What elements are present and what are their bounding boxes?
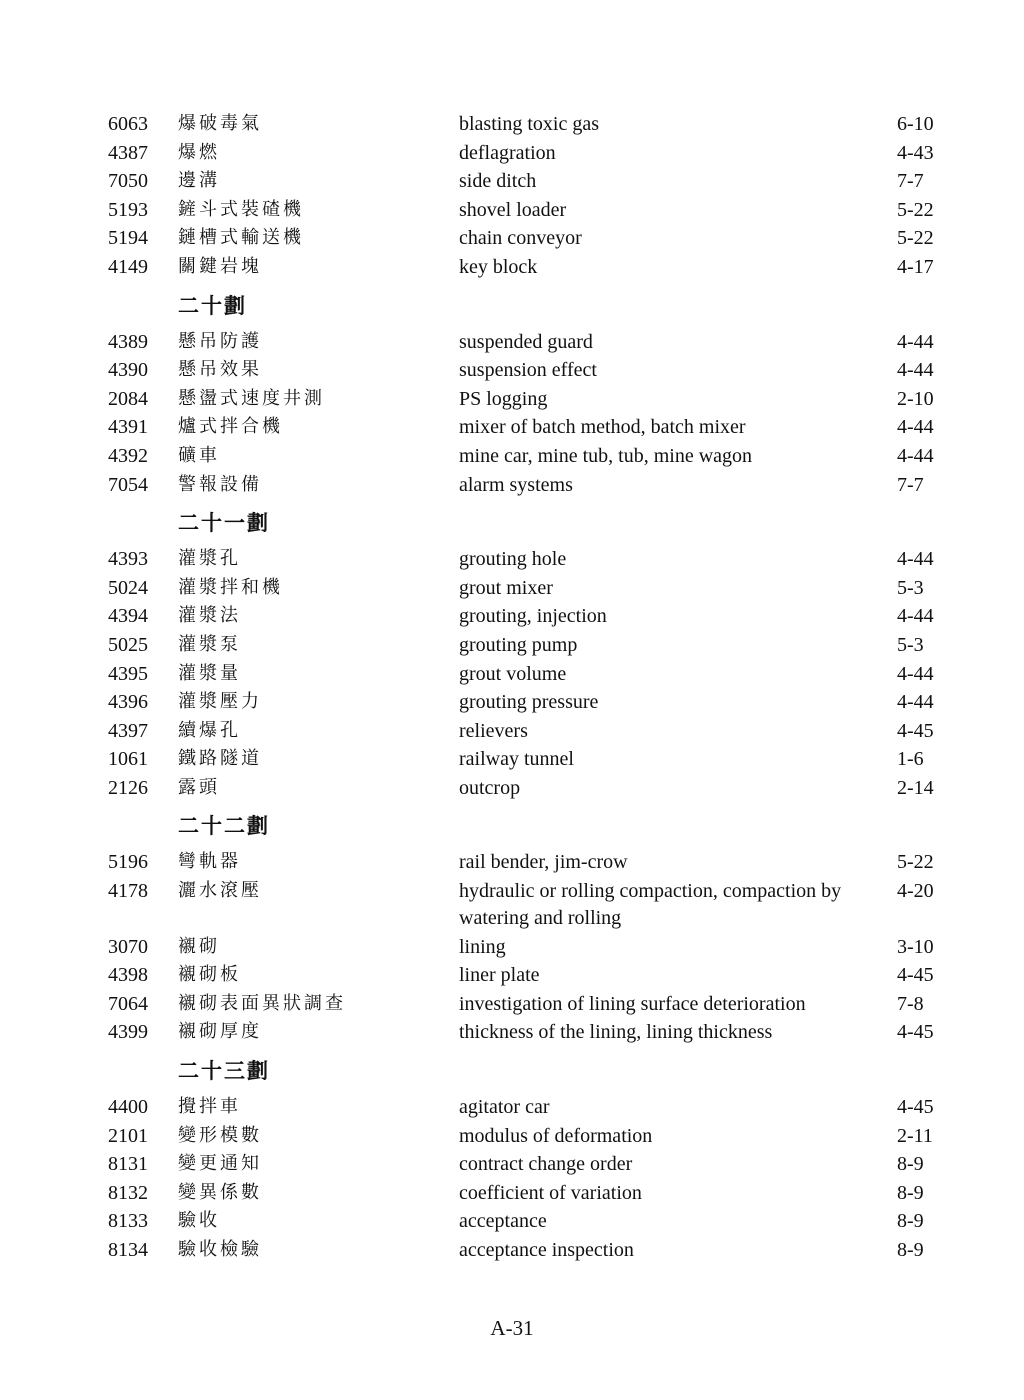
entry-number: 4397	[108, 719, 148, 742]
chinese-term: 襯砌板	[178, 964, 241, 986]
entry-number: 3070	[108, 935, 148, 958]
chinese-term: 警報設備	[178, 473, 262, 495]
entry-number: 4149	[108, 255, 148, 278]
entry-number: 8131	[108, 1153, 148, 1176]
page-reference: 8-9	[897, 1181, 924, 1204]
entry-number: 4396	[108, 691, 148, 714]
entry-number: 8132	[108, 1181, 148, 1204]
glossary-entry	[0, 413, 1024, 442]
page-reference: 2-10	[897, 387, 934, 410]
entry-number: 2126	[108, 776, 148, 799]
english-term: modulus of deformation	[459, 1124, 653, 1147]
glossary-entry	[0, 1207, 1024, 1236]
chinese-term: 驗收檢驗	[178, 1239, 262, 1260]
glossary-entry	[0, 471, 1024, 500]
glossary-entry	[0, 1122, 1024, 1151]
entry-number: 4387	[108, 141, 148, 164]
chinese-term: 鏟斗式裝碴機	[178, 198, 304, 220]
glossary-entry	[0, 110, 1024, 139]
page-reference: 4-44	[897, 330, 934, 353]
entry-number: 2084	[108, 387, 148, 410]
page-reference: 4-45	[897, 719, 934, 742]
glossary-entry	[0, 139, 1024, 168]
page-reference: 4-44	[897, 359, 934, 382]
english-term: deflagration	[459, 141, 556, 164]
page-reference: 4-45	[897, 964, 934, 987]
chinese-term: 灌漿壓力	[178, 691, 262, 713]
english-term: chain conveyor	[459, 227, 582, 250]
page-reference: 4-44	[897, 662, 934, 685]
glossary-entry	[0, 961, 1024, 990]
entry-number: 5196	[108, 851, 148, 874]
chinese-term: 驗收	[178, 1210, 220, 1232]
english-term: grout mixer	[459, 576, 553, 599]
page-reference: 5-3	[897, 633, 924, 656]
page-reference: 4-17	[897, 255, 934, 278]
page-reference: 2-14	[897, 776, 934, 799]
glossary-entry	[0, 1179, 1024, 1208]
chinese-term: 礦車	[178, 444, 220, 466]
entry-number: 6063	[108, 113, 148, 135]
page-reference: 3-10	[897, 935, 934, 958]
glossary-entry	[0, 442, 1024, 471]
glossary-entry	[0, 660, 1024, 689]
entry-number: 2101	[108, 1124, 148, 1147]
english-term: coefficient of variation	[459, 1181, 642, 1204]
entry-number: 4393	[108, 548, 148, 571]
section-title: 二十劃	[178, 293, 247, 318]
page-reference: 5-22	[897, 851, 934, 874]
glossary-entry	[0, 1093, 1024, 1122]
glossary-entry	[0, 745, 1024, 774]
entry-number: 1061	[108, 748, 148, 771]
chinese-term: 續爆孔	[178, 719, 241, 741]
glossary-entry	[0, 848, 1024, 877]
page-reference: 4-45	[897, 1096, 934, 1119]
chinese-term: 鏈槽式輸送機	[178, 227, 304, 249]
chinese-term: 彎軌器	[178, 851, 241, 873]
chinese-term: 懸盪式速度井測	[178, 387, 325, 409]
english-term: grouting, injection	[459, 605, 607, 628]
entry-number: 5193	[108, 198, 148, 221]
glossary-entry	[0, 545, 1024, 574]
english-term: grouting pump	[459, 633, 578, 656]
page-reference: 6-10	[897, 113, 934, 135]
entry-number: 8133	[108, 1210, 148, 1233]
chinese-term: 灌漿量	[178, 662, 241, 684]
section-title: 二十一劃	[178, 511, 270, 536]
chinese-term: 爆燃	[178, 141, 220, 163]
page-reference: 5-22	[897, 227, 934, 250]
english-term: liner plate	[459, 964, 540, 987]
glossary-entry	[0, 224, 1024, 253]
glossary-entry	[0, 1150, 1024, 1179]
english-term: acceptance	[459, 1210, 547, 1233]
english-term: outcrop	[459, 776, 521, 799]
section-title: 二十二劃	[178, 814, 270, 839]
chinese-term: 露頭	[178, 776, 220, 798]
section-title: 二十三劃	[178, 1059, 270, 1084]
english-term: agitator car	[459, 1096, 550, 1119]
page-reference: 4-43	[897, 141, 934, 164]
entry-number: 4400	[108, 1096, 148, 1119]
chinese-term: 襯砌表面異狀調查	[178, 992, 346, 1014]
entry-number: 5024	[108, 576, 148, 599]
entry-number: 4178	[108, 880, 148, 903]
glossary-entry	[0, 1018, 1024, 1047]
stroke-count-heading	[0, 282, 1024, 328]
chinese-term: 灑水滾壓	[178, 880, 262, 902]
page-reference: 2-11	[897, 1124, 933, 1147]
entry-number: 4399	[108, 1021, 148, 1044]
chinese-term: 懸吊防護	[178, 330, 262, 352]
page-reference: 4-44	[897, 416, 934, 439]
english-term: suspended guard	[459, 330, 593, 353]
entry-number: 4390	[108, 359, 148, 382]
entry-number: 7064	[108, 992, 148, 1015]
entry-number: 4394	[108, 605, 148, 628]
page-reference: 7-7	[897, 473, 924, 496]
english-term: relievers	[459, 719, 528, 742]
entry-number: 4398	[108, 964, 148, 987]
glossary-entry	[0, 385, 1024, 414]
chinese-term: 灌漿法	[178, 605, 241, 627]
chinese-term: 懸吊效果	[178, 359, 262, 381]
english-term: railway tunnel	[459, 748, 574, 771]
page-reference: 4-44	[897, 548, 934, 571]
chinese-term: 爆破毒氣	[178, 113, 262, 134]
page-reference: 8-9	[897, 1239, 924, 1261]
glossary-entry	[0, 717, 1024, 746]
english-term: thickness of the lining, lining thickness	[459, 1021, 773, 1044]
entry-number: 4395	[108, 662, 148, 685]
glossary-entry	[0, 877, 1024, 933]
english-term: investigation of lining surface deterioration	[459, 992, 806, 1015]
entry-number: 8134	[108, 1239, 148, 1261]
chinese-term: 關鍵岩塊	[178, 255, 262, 277]
stroke-count-heading	[0, 499, 1024, 545]
page-reference: 7-8	[897, 992, 924, 1015]
glossary-entry	[0, 356, 1024, 385]
page-number: A-31	[490, 1316, 534, 1340]
entry-number: 7050	[108, 170, 148, 193]
chinese-term: 變形模數	[178, 1124, 262, 1146]
chinese-term: 襯砌	[178, 935, 220, 957]
glossary-entry	[0, 1236, 1024, 1265]
entry-number: 4392	[108, 444, 148, 467]
entry-number: 4391	[108, 416, 148, 439]
glossary-entry	[0, 253, 1024, 282]
page-reference: 4-44	[897, 605, 934, 628]
page-reference: 8-9	[897, 1210, 924, 1233]
glossary-entry	[0, 196, 1024, 225]
english-term: grout volume	[459, 662, 567, 685]
english-term: rail bender, jim-crow	[459, 851, 628, 874]
english-term: blasting toxic gas	[459, 113, 599, 135]
english-term: PS logging	[459, 387, 548, 410]
glossary-entry	[0, 328, 1024, 357]
english-term: mixer of batch method, batch mixer	[459, 416, 746, 439]
glossary-entry	[0, 602, 1024, 631]
glossary-entry	[0, 990, 1024, 1019]
page-reference: 4-44	[897, 444, 934, 467]
chinese-term: 襯砌厚度	[178, 1021, 262, 1043]
page-reference: 7-7	[897, 170, 924, 193]
chinese-term: 變更通知	[178, 1153, 262, 1175]
glossary-list	[0, 110, 1024, 1265]
english-term: hydraulic or rolling compaction, compaction by watering and rolling	[459, 880, 842, 930]
chinese-term: 變異係數	[178, 1181, 262, 1203]
glossary-entry	[0, 933, 1024, 962]
page-reference: 4-45	[897, 1021, 934, 1044]
english-term: lining	[459, 935, 506, 958]
chinese-term: 攪拌車	[178, 1096, 241, 1118]
english-term: grouting pressure	[459, 691, 599, 714]
english-term: shovel loader	[459, 198, 567, 221]
entry-number: 5025	[108, 633, 148, 656]
page-reference: 4-20	[897, 880, 934, 903]
chinese-term: 爐式拌合機	[178, 416, 283, 438]
english-term: suspension effect	[459, 359, 597, 382]
english-term: side ditch	[459, 170, 537, 193]
chinese-term: 灌漿拌和機	[178, 576, 283, 598]
entry-number: 7054	[108, 473, 148, 496]
chinese-term: 灌漿泵	[178, 633, 241, 655]
english-term: acceptance inspection	[459, 1239, 634, 1261]
glossary-entry	[0, 631, 1024, 660]
page-reference: 8-9	[897, 1153, 924, 1176]
english-term: key block	[459, 255, 538, 278]
entry-number: 4389	[108, 330, 148, 353]
glossary-entry	[0, 774, 1024, 803]
chinese-term: 邊溝	[178, 170, 220, 192]
page-reference: 4-44	[897, 691, 934, 714]
stroke-count-heading	[0, 802, 1024, 848]
glossary-entry	[0, 167, 1024, 196]
page-reference: 5-3	[897, 576, 924, 599]
english-term: mine car, mine tub, tub, mine wagon	[459, 444, 753, 467]
stroke-count-heading	[0, 1047, 1024, 1093]
page-reference: 1-6	[897, 748, 924, 771]
chinese-term: 鐵路隧道	[178, 748, 262, 770]
english-term: alarm systems	[459, 473, 573, 496]
glossary-entry	[0, 688, 1024, 717]
english-term: contract change order	[459, 1153, 633, 1176]
entry-number: 5194	[108, 227, 148, 250]
page-reference: 5-22	[897, 198, 934, 221]
chinese-term: 灌漿孔	[178, 548, 241, 570]
english-term: grouting hole	[459, 548, 567, 571]
glossary-entry	[0, 574, 1024, 603]
